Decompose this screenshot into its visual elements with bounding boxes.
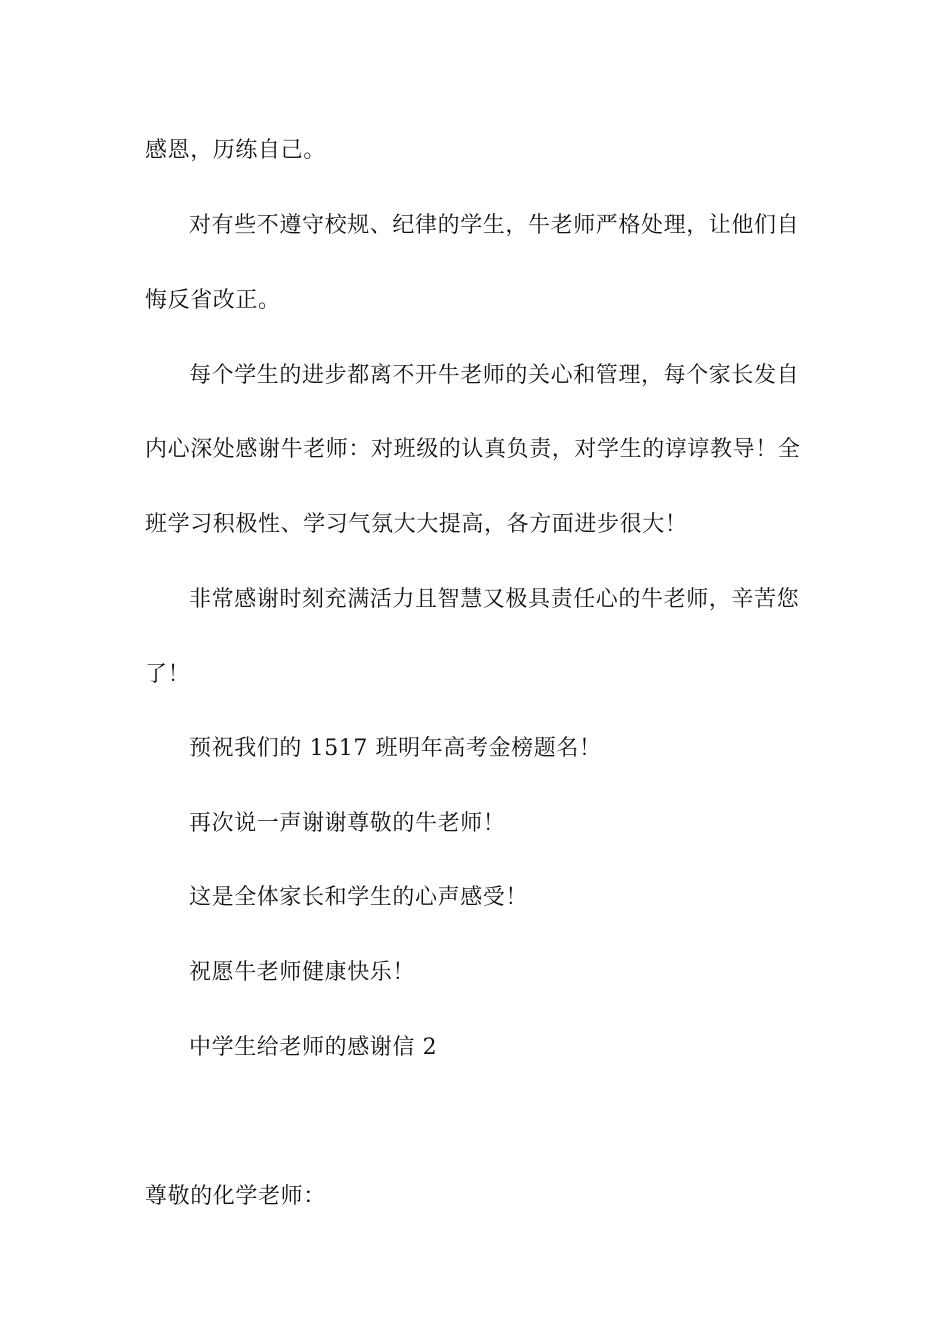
paragraph-line: 预祝我们的 1517 班明年高考金榜题名！ xyxy=(189,736,602,761)
paragraph-line: 这是全体家长和学生的心声感受！ xyxy=(189,885,529,910)
section-heading: 中学生给老师的感谢信 2 xyxy=(189,1035,438,1060)
paragraph-line: 每个学生的进步都离不开牛老师的关心和管理，每个家长发自 xyxy=(189,363,800,388)
text-line: 内心深处感谢牛老师：对班级的认真负责，对学生的谆谆教导！全 xyxy=(145,437,801,462)
text-line: 了！ xyxy=(145,662,191,687)
paragraph-line: 祝愿牛老师健康快乐！ xyxy=(189,960,416,985)
text-line: 悔反省改正。 xyxy=(145,288,281,313)
text-line: 感恩，历练自己。 xyxy=(145,138,326,163)
paragraph-line: 非常感谢时刻充满活力且智慧又极具责任心的牛老师，辛苦您 xyxy=(189,587,800,612)
text-line: 班学习积极性、学习气氛大大提高，各方面进步很大！ xyxy=(145,512,688,537)
salutation: 尊敬的化学老师： xyxy=(145,1184,326,1209)
paragraph-line: 对有些不遵守校规、纪律的学生，牛老师严格处理，让他们自 xyxy=(189,213,800,238)
paragraph-line: 再次说一声谢谢尊敬的牛老师！ xyxy=(189,811,506,836)
